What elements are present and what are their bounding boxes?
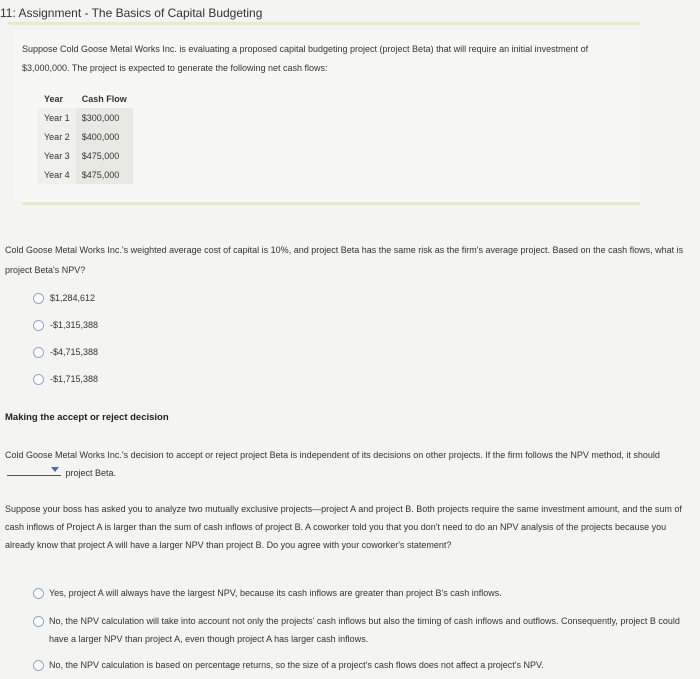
option-label: -$1,715,388: [50, 374, 99, 384]
radio-button[interactable]: [33, 374, 44, 385]
year-cell: Year 2: [38, 127, 76, 146]
table-row: [38, 146, 133, 165]
cash-flow-table: [38, 90, 133, 184]
radio-button[interactable]: [33, 660, 44, 671]
table-header-row: [38, 90, 133, 108]
coworker-option[interactable]: [33, 612, 693, 648]
radio-button[interactable]: [33, 616, 44, 627]
npv-option[interactable]: [33, 372, 98, 386]
decision-dropdown[interactable]: [7, 465, 61, 476]
table-row: [38, 127, 133, 146]
year-cell: Year 3: [38, 146, 76, 165]
decision-text: Cold Goose Metal Works Inc.'s decision to accept or reject project Beta is independent of its decisions on other projects. If the firm follows the NPV method, it should: [5, 450, 660, 460]
title-divider: [8, 22, 640, 25]
cash-cell: $475,000: [76, 165, 133, 184]
option-label: Yes, project A will always have the largest NPV, because its cash inflows are greater than project B's cash inflows.: [49, 588, 502, 598]
option-label: No, the NPV calculation will take into account not only the projects' cash inflows but also the timing of cash inflows and outflows. Consequently, project B could have a larger NPV than project A, even though project A has larger cash inflows.: [49, 616, 680, 644]
coworker-question: Suppose your boss has asked you to analyze two mutually exclusive projects—project A and project B. Both projects require the same investment amount, and the sum of cash inflows of Project A is larger than the sum of cash inflows of project B. A coworker told you that you don't need to do an NPV analysis of the projects because you already know that project A will have a larger NPV than project B. Do you agree with your coworker's statement?: [5, 504, 682, 550]
year-cell: Year 4: [38, 165, 76, 184]
npv-option[interactable]: [33, 291, 95, 305]
cash-cell: $400,000: [76, 127, 133, 146]
year-cell: Year 1: [38, 108, 76, 127]
problem-intro: Suppose Cold Goose Metal Works Inc. is evaluating a proposed capital budgeting project (project Beta) that will require an initial investment of $3,000,000. The project is expected to generate the following net cash flows:: [22, 44, 589, 73]
table-row: [38, 108, 133, 127]
npv-option[interactable]: [33, 345, 98, 359]
radio-button[interactable]: [33, 320, 44, 331]
table-row: [38, 165, 133, 184]
page-title: 11: Assignment - The Basics of Capital Budgeting: [0, 6, 263, 20]
option-label: -$1,315,388: [50, 320, 99, 330]
coworker-option[interactable]: [33, 656, 693, 674]
option-label: No, the NPV calculation is based on percentage returns, so the size of a project's cash flows does not affect a project's NPV.: [49, 660, 544, 670]
cash-cell: $300,000: [76, 108, 133, 127]
section-heading: Making the accept or reject decision: [5, 412, 169, 423]
cash-flow-header: Cash Flow: [81, 94, 127, 104]
problem-divider: [22, 202, 640, 205]
option-label: $1,284,612: [50, 293, 96, 303]
decision-question: [5, 446, 693, 482]
coworker-option[interactable]: [33, 584, 693, 602]
year-header: Year: [44, 94, 64, 104]
cash-cell: $475,000: [76, 146, 133, 165]
decision-text-after: project Beta.: [65, 468, 117, 478]
radio-button[interactable]: [33, 588, 44, 599]
radio-button[interactable]: [33, 347, 44, 358]
radio-button[interactable]: [33, 293, 44, 304]
option-label: -$4,715,388: [50, 347, 99, 357]
dropdown-caret-icon: [51, 467, 59, 472]
npv-option[interactable]: [33, 318, 98, 332]
npv-question: Cold Goose Metal Works Inc.'s weighted average cost of capital is 10%, and project Beta has the same risk as the firm's average project. Based on the cash flows, what is project Beta's NPV?: [5, 245, 684, 275]
